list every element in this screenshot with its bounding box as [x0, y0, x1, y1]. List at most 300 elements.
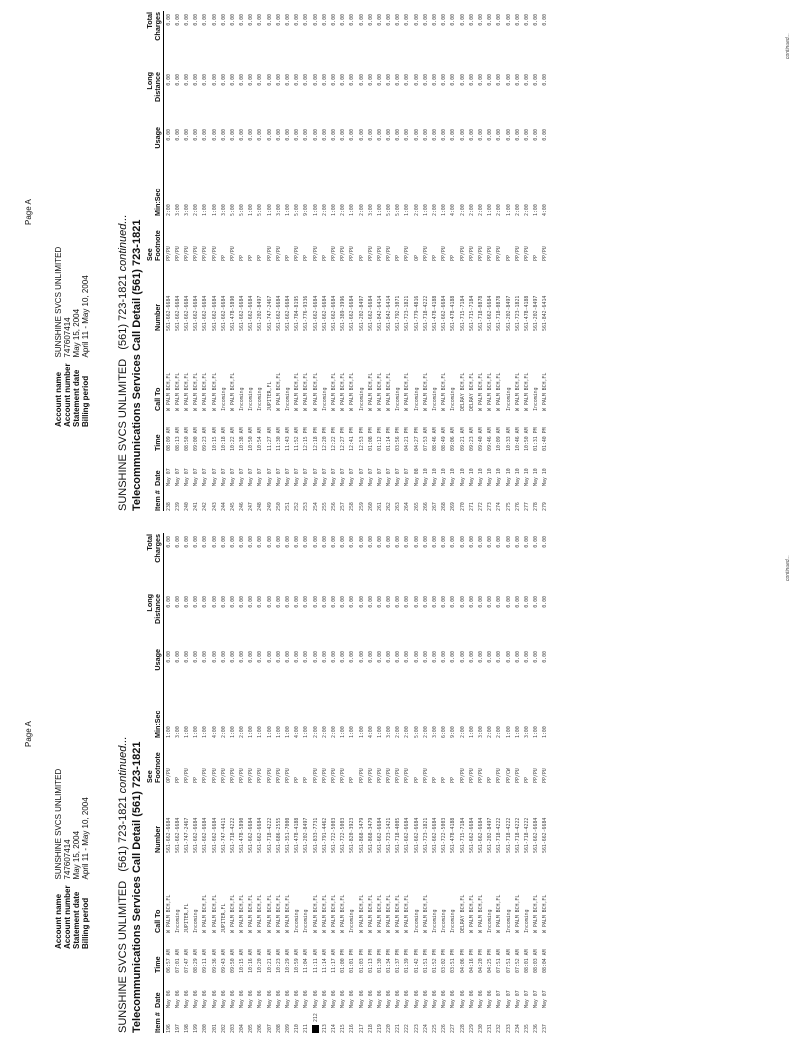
cell-total: 0.00 — [542, 536, 549, 548]
cell-call-to: Incoming — [395, 387, 402, 411]
cell-time: 12:20 PM — [321, 427, 328, 451]
cell-time: 09:40 AM — [477, 427, 484, 451]
cell-call-to: DELRAY BCH,FL — [459, 894, 466, 933]
cell-time: 01:40 PM — [542, 427, 549, 451]
cell-footnote: PP/PU — [312, 246, 319, 261]
cell-usage: 0.00 — [330, 651, 337, 663]
cell-time: 12:18 PM — [312, 427, 319, 451]
cell-long-distance: 0.00 — [450, 596, 457, 608]
cell-number: 561-662-6684 — [174, 817, 181, 853]
cell-time: 07:51 AM — [505, 949, 512, 973]
cell-date: May 10 — [477, 468, 484, 486]
cell-usage: 0.00 — [312, 651, 319, 663]
cell-item: 203 — [229, 1024, 236, 1033]
cell-total: 0.00 — [358, 536, 365, 548]
cell-item: 207 — [266, 1024, 273, 1033]
cell-total: 0.00 — [248, 536, 255, 548]
redaction-marker — [312, 1025, 319, 1033]
cell-date: May 06 — [229, 990, 236, 1008]
cell-item: 209 — [285, 1024, 292, 1033]
cell-number: 561-478-5890 — [239, 817, 246, 853]
cell-total: 0.00 — [285, 536, 292, 548]
cell-number: 561-662-6684 — [202, 817, 209, 853]
cell-call-to: W PALM BCH,FL — [229, 894, 236, 933]
account-number-value: 747607414 — [63, 317, 72, 358]
cell-total: 0.00 — [275, 14, 282, 26]
cell-number: 561-662-6684 — [165, 295, 172, 331]
table-row — [201, 533, 210, 1033]
cell-number: 561-718-4222 — [496, 817, 503, 853]
cell-footnote: PP — [533, 255, 540, 261]
table-row — [476, 11, 485, 511]
cell-total: 0.00 — [413, 536, 420, 548]
cell-call-to: Incoming — [248, 387, 255, 411]
table-row — [412, 11, 421, 511]
cell-footnote: PP/PU — [330, 768, 337, 783]
cell-footnote: PP/PU — [533, 768, 540, 783]
table-row — [440, 533, 449, 1033]
cell-minsec: 1:00 — [229, 726, 236, 738]
call-rows — [164, 533, 550, 1033]
cell-usage: 0.00 — [496, 129, 503, 141]
cell-usage: 0.00 — [239, 129, 246, 141]
cell-total: 0.00 — [321, 536, 328, 548]
table-row — [504, 11, 513, 511]
cell-minsec: 2:00 — [459, 204, 466, 216]
table-row — [265, 533, 274, 1033]
cell-footnote: PP/PU — [183, 246, 190, 261]
cell-date: May 06 — [257, 990, 264, 1008]
cell-long-distance: 0.00 — [404, 74, 411, 86]
page-label: Page A — [24, 199, 33, 225]
cell-footnote: PP/PU — [257, 768, 264, 783]
cell-time: 09:06 AM — [450, 427, 457, 451]
cell-number: 561-718-4005 — [395, 817, 402, 853]
cell-time: 10:46 AM — [514, 427, 521, 451]
table-row — [421, 11, 430, 511]
cell-long-distance: 0.00 — [165, 74, 172, 86]
cell-long-distance: 0.00 — [496, 74, 503, 86]
cell-call-to: Incoming — [174, 909, 181, 933]
cell-usage: 0.00 — [413, 129, 420, 141]
cell-long-distance: 0.00 — [542, 74, 549, 86]
cell-usage: 0.00 — [239, 651, 246, 663]
table-row — [357, 11, 366, 511]
cell-usage: 0.00 — [459, 651, 466, 663]
cell-long-distance: 0.00 — [183, 596, 190, 608]
cell-long-distance: 0.00 — [367, 74, 374, 86]
cell-minsec: 1:00 — [376, 726, 383, 738]
cell-number: 561-202-8497 — [487, 817, 494, 853]
cell-item: 228 — [459, 1024, 466, 1033]
cell-minsec: 1:00 — [340, 726, 347, 738]
cell-long-distance: 0.00 — [523, 596, 530, 608]
cell-footnote: PP/PU — [441, 246, 448, 261]
statement-date-value: May 15, 2004 — [72, 308, 81, 358]
cell-item: 256 — [330, 502, 337, 511]
cell-minsec: 1:00 — [505, 726, 512, 738]
cell-time: 09:50 AM — [229, 949, 236, 973]
col-usage: Usage — [146, 126, 164, 176]
cell-date: May 07 — [404, 468, 411, 486]
cell-minsec: 1:00 — [441, 204, 448, 216]
cell-number: 561-662-6684 — [468, 817, 475, 853]
cell-long-distance: 0.00 — [294, 596, 301, 608]
cell-usage: 0.00 — [542, 129, 549, 141]
cell-call-to: Incoming — [413, 909, 420, 933]
cell-call-to: W PALM BCH,FL — [266, 894, 273, 933]
cell-minsec: 2:00 — [404, 726, 411, 738]
cell-time: 01:00 PM — [340, 949, 347, 973]
cell-footnote: PP/PU — [523, 246, 530, 261]
cell-total: 0.00 — [303, 536, 310, 548]
cell-usage: 0.00 — [459, 129, 466, 141]
cell-usage: 0.00 — [367, 129, 374, 141]
cell-minsec: 1:00 — [211, 204, 218, 216]
cell-minsec: 1:00 — [257, 726, 264, 738]
table-row — [192, 533, 201, 1033]
cell-call-to: W PALM BCH,FL — [477, 372, 484, 411]
cell-minsec: 2:00 — [165, 204, 172, 216]
cell-minsec: 1:00 — [266, 204, 273, 216]
cell-total: 0.00 — [376, 536, 383, 548]
cell-footnote: PP/PU — [358, 768, 365, 783]
cell-time: 09:21 AM — [459, 427, 466, 451]
cell-long-distance: 0.00 — [404, 596, 411, 608]
cell-item: 244 — [220, 502, 227, 511]
col-footnote: See Footnote — [146, 216, 164, 261]
cell-call-to: JUPITER,FL — [183, 903, 190, 933]
cell-call-to: Incoming — [487, 909, 494, 933]
cell-date: May 06 — [275, 990, 282, 1008]
cell-time: 10:50 AM — [523, 427, 530, 451]
cell-total: 0.00 — [211, 14, 218, 26]
billing-period-value: April 11 - May 10, 2004 — [81, 797, 90, 880]
cell-long-distance: 0.00 — [229, 74, 236, 86]
cell-item: 252 — [294, 502, 301, 511]
cell-call-to: W PALM BCH,FL — [404, 372, 411, 411]
cell-time: 09:46 AM — [487, 427, 494, 451]
cell-total: 0.00 — [229, 536, 236, 548]
cell-time: 12:22 PM — [330, 427, 337, 451]
account-name-value: SUNSHINE SVCS UNLIMITED — [54, 246, 63, 358]
cell-footnote: PP/PU — [514, 246, 521, 261]
section-title: Telecommunications Services Call Detail (561) 723-1821 — [131, 741, 143, 1033]
cell-minsec: 1:00 — [330, 204, 337, 216]
cell-minsec: 4:00 — [211, 726, 218, 738]
cell-number: 561-662-6684 — [349, 295, 356, 331]
cell-date: May 06 — [303, 990, 310, 1008]
cell-total: 0.00 — [376, 14, 383, 26]
cell-call-to: W PALM BCH,FL — [183, 372, 190, 411]
cell-long-distance: 0.00 — [193, 596, 200, 608]
cell-long-distance: 0.00 — [441, 596, 448, 608]
cell-date: May 06 — [468, 990, 475, 1008]
cell-time: 08:50 AM — [183, 427, 190, 451]
cell-long-distance: 0.00 — [386, 74, 393, 86]
cell-footnote: PP — [523, 777, 530, 783]
cell-footnote: PP/PU — [285, 768, 292, 783]
table-row — [320, 533, 329, 1033]
cell-item: 196 — [165, 1024, 172, 1033]
table-row — [375, 11, 384, 511]
cell-minsec: 1:00 — [285, 726, 292, 738]
cell-date: May 07 — [285, 468, 292, 486]
cell-time: 07:51 AM — [496, 949, 503, 973]
cell-time: 09:11 AM — [202, 949, 209, 973]
account-info — [54, 241, 90, 427]
cell-call-to: DELRAY BCH,FL — [459, 372, 466, 411]
cell-total: 0.00 — [422, 14, 429, 26]
cell-call-to: W PALM BCH,FL — [542, 372, 549, 411]
cell-number: 561-662-6684 — [542, 817, 549, 853]
cell-total: 0.00 — [450, 14, 457, 26]
cell-footnote: PP/PU — [477, 246, 484, 261]
table-row — [247, 11, 256, 511]
cell-usage: 0.00 — [257, 129, 264, 141]
cell-number: 561-747-2467 — [183, 817, 190, 853]
cell-usage: 0.00 — [376, 129, 383, 141]
cell-date: May 07 — [239, 468, 246, 486]
cell-time: 04:20 PM — [477, 949, 484, 973]
cell-time: 04:16 PM — [468, 949, 475, 973]
cell-number: 561-784-8195 — [294, 295, 301, 331]
cell-footnote: PP/PU — [202, 246, 209, 261]
cell-time: 01:13 PM — [367, 949, 374, 973]
table-row — [256, 533, 265, 1033]
cell-item: 259 — [358, 502, 365, 511]
cell-number: 561-842-6414 — [376, 295, 383, 331]
cell-number: 561-686-2555 — [275, 817, 282, 853]
cell-number: 561-723-1421 — [386, 817, 393, 853]
cell-usage: 0.00 — [193, 651, 200, 663]
cell-usage: 0.00 — [266, 129, 273, 141]
cell-usage: 0.00 — [312, 129, 319, 141]
cell-call-to: W PALM BCH,FL — [477, 894, 484, 933]
cell-number: 561-478-4188 — [450, 817, 457, 853]
cell-footnote: PP — [285, 255, 292, 261]
cell-total: 0.00 — [404, 536, 411, 548]
cell-number: 561-722-5003 — [441, 817, 448, 853]
cell-call-to: W PALM BCH,FL — [285, 894, 292, 933]
cell-date: May 06 — [321, 990, 328, 1008]
cell-total: 0.00 — [165, 14, 172, 26]
table-row — [293, 533, 302, 1033]
cell-call-to: W PALM BCH,FL — [330, 372, 337, 411]
table-row — [164, 11, 174, 511]
cell-footnote: PP — [174, 777, 181, 783]
cell-number: 561-662-6684 — [183, 295, 190, 331]
table-row — [311, 11, 320, 511]
cell-item: 273 — [487, 502, 494, 511]
statement-date-label: Statement date — [72, 369, 81, 427]
cell-total: 0.00 — [257, 536, 264, 548]
cell-minsec: 4:00 — [367, 726, 374, 738]
cell-number: 561-662-6684 — [275, 295, 282, 331]
table-row — [366, 533, 375, 1033]
cell-total: 0.00 — [514, 14, 521, 26]
cell-long-distance: 0.00 — [395, 74, 402, 86]
cell-total: 0.00 — [174, 536, 181, 548]
section-title: Telecommunications Services Call Detail (561) 723-1821 — [131, 219, 143, 511]
cell-long-distance: 0.00 — [202, 596, 209, 608]
cell-minsec: 3:00 — [183, 204, 190, 216]
cell-time: 06:57 AM — [165, 949, 172, 973]
cell-item: 235 — [523, 1024, 530, 1033]
cell-item: 269 — [450, 502, 457, 511]
table-row — [385, 11, 394, 511]
cell-usage: 0.00 — [220, 651, 227, 663]
cell-total: 0.00 — [441, 536, 448, 548]
cell-date: May 06 — [202, 990, 209, 1008]
cell-number: 561-722-5003 — [330, 817, 337, 853]
col-time: Time — [146, 411, 164, 451]
cell-total: 0.00 — [514, 536, 521, 548]
cell-long-distance: 0.00 — [330, 596, 337, 608]
cell-long-distance: 0.00 — [248, 596, 255, 608]
cell-date: May 10 — [422, 468, 429, 486]
col-minsec: Min:Sec — [146, 698, 164, 738]
cell-usage: 0.00 — [487, 651, 494, 663]
cell-item: 221 — [395, 1024, 402, 1033]
table-row — [210, 533, 219, 1033]
cell-total: 0.00 — [468, 14, 475, 26]
table-row — [348, 533, 357, 1033]
cell-number: 561-868-3479 — [358, 817, 365, 853]
cell-total: 0.00 — [386, 536, 393, 548]
cell-usage: 0.00 — [202, 129, 209, 141]
cell-time: 10:22 AM — [229, 427, 236, 451]
cell-date: May 06 — [422, 990, 429, 1008]
cell-date: May 06 — [294, 990, 301, 1008]
cell-minsec: 5:00 — [395, 204, 402, 216]
cell-number: 561-662-6684 — [193, 295, 200, 331]
cell-date: May 06 — [450, 990, 457, 1008]
cell-long-distance: 0.00 — [174, 596, 181, 608]
cell-number: 561-842-6414 — [386, 295, 393, 331]
cell-time: 10:09 AM — [496, 427, 503, 451]
billing-period-value: April 11 - May 10, 2004 — [81, 275, 90, 358]
cell-long-distance: 0.00 — [340, 74, 347, 86]
cell-footnote: PP/PU — [340, 246, 347, 261]
account-number-label: Account number — [63, 363, 72, 427]
cell-footnote: PP/PU — [229, 246, 236, 261]
cell-minsec: 2:00 — [459, 726, 466, 738]
cell-time: 07:53 AM — [422, 427, 429, 451]
cell-call-to: W PALM BCH,FL — [523, 372, 530, 411]
cell-footnote: PP/PU — [330, 246, 337, 261]
cell-time: 09:43 AM — [220, 949, 227, 973]
cell-item: 253 — [303, 502, 310, 511]
cell-usage: 0.00 — [450, 129, 457, 141]
cell-item: 229 — [468, 1024, 475, 1033]
cell-number: 561-662-6684 — [193, 817, 200, 853]
cell-minsec: 1:00 — [349, 204, 356, 216]
cell-item: 226 — [441, 1024, 448, 1033]
cell-footnote: PP/PU — [386, 246, 393, 261]
continued-label: continued... — [117, 214, 129, 272]
cell-total: 0.00 — [533, 536, 540, 548]
cell-call-to: W PALM BCH,FL — [496, 372, 503, 411]
cell-date: May 06 — [330, 990, 337, 1008]
cell-call-to: W PALM BCH,FL — [542, 894, 549, 933]
table-row — [219, 533, 228, 1033]
cell-total: 0.00 — [496, 14, 503, 26]
cell-date: May 07 — [496, 990, 503, 1008]
cell-number: 561-842-6414 — [542, 295, 549, 331]
cell-time: 04:27 PM — [413, 427, 420, 451]
cell-number: 561-747-4411 — [220, 817, 227, 853]
cell-minsec: 3:00 — [367, 204, 374, 216]
cell-call-to: Incoming — [239, 387, 246, 411]
account-number-value: 747607414 — [63, 839, 72, 880]
cell-long-distance: 0.00 — [275, 596, 282, 608]
cell-usage: 0.00 — [321, 129, 328, 141]
cell-item: 214 — [330, 1024, 337, 1033]
table-row — [532, 11, 541, 511]
cell-minsec: 1:00 — [312, 204, 319, 216]
cell-usage: 0.00 — [229, 651, 236, 663]
cell-footnote: PP — [358, 255, 365, 261]
cell-number: 561-662-6684 — [533, 817, 540, 853]
cell-long-distance: 0.00 — [450, 74, 457, 86]
cell-number: 561-718-4222 — [422, 295, 429, 331]
cell-footnote: PP/PU — [275, 246, 282, 261]
cell-usage: 0.00 — [248, 651, 255, 663]
table-row — [173, 11, 182, 511]
cell-number: 561-662-6684 — [367, 295, 374, 331]
cell-footnote: PP — [441, 777, 448, 783]
cell-total: 0.00 — [330, 536, 337, 548]
cell-long-distance: 0.00 — [459, 596, 466, 608]
cell-minsec: 4:00 — [450, 204, 457, 216]
cell-usage: 0.00 — [321, 651, 328, 663]
cell-minsec: 2:00 — [220, 726, 227, 738]
cell-item: 276 — [514, 502, 521, 511]
cell-long-distance: 0.00 — [432, 74, 439, 86]
cell-item: 268 — [441, 502, 448, 511]
cell-date: May 07 — [165, 468, 172, 486]
cell-number: 561-662-6684 — [432, 817, 439, 853]
cell-number: 561-662-6684 — [174, 295, 181, 331]
billing-period-label: Billing period — [81, 897, 90, 949]
cell-footnote: PP — [321, 255, 328, 261]
cell-number: 561-662-6684 — [312, 295, 319, 331]
cell-minsec: 2:00 — [487, 726, 494, 738]
cell-long-distance: 0.00 — [294, 74, 301, 86]
cell-date: May 10 — [514, 468, 521, 486]
cell-call-to: W PALM BCH,FL — [514, 372, 521, 411]
cell-total: 0.00 — [367, 14, 374, 26]
cell-item: 227 — [450, 1024, 457, 1033]
cell-usage: 0.00 — [413, 651, 420, 663]
cell-item: 279 — [542, 502, 549, 511]
table-row — [476, 533, 485, 1033]
cell-footnote: PP/PU — [459, 246, 466, 261]
col-number: Number — [146, 783, 164, 853]
cell-total: 0.00 — [367, 536, 374, 548]
cell-date: May 07 — [303, 468, 310, 486]
cell-footnote: PP/PU — [422, 246, 429, 261]
cell-date: May 07 — [257, 468, 264, 486]
table-row — [449, 11, 458, 511]
col-item: Item # — [146, 1008, 164, 1033]
cell-total: 0.00 — [349, 536, 356, 548]
cell-total: 0.00 — [477, 14, 484, 26]
cell-number: 561-662-6684 — [165, 817, 172, 853]
cell-usage: 0.00 — [266, 651, 273, 663]
cell-total: 0.00 — [340, 536, 347, 548]
